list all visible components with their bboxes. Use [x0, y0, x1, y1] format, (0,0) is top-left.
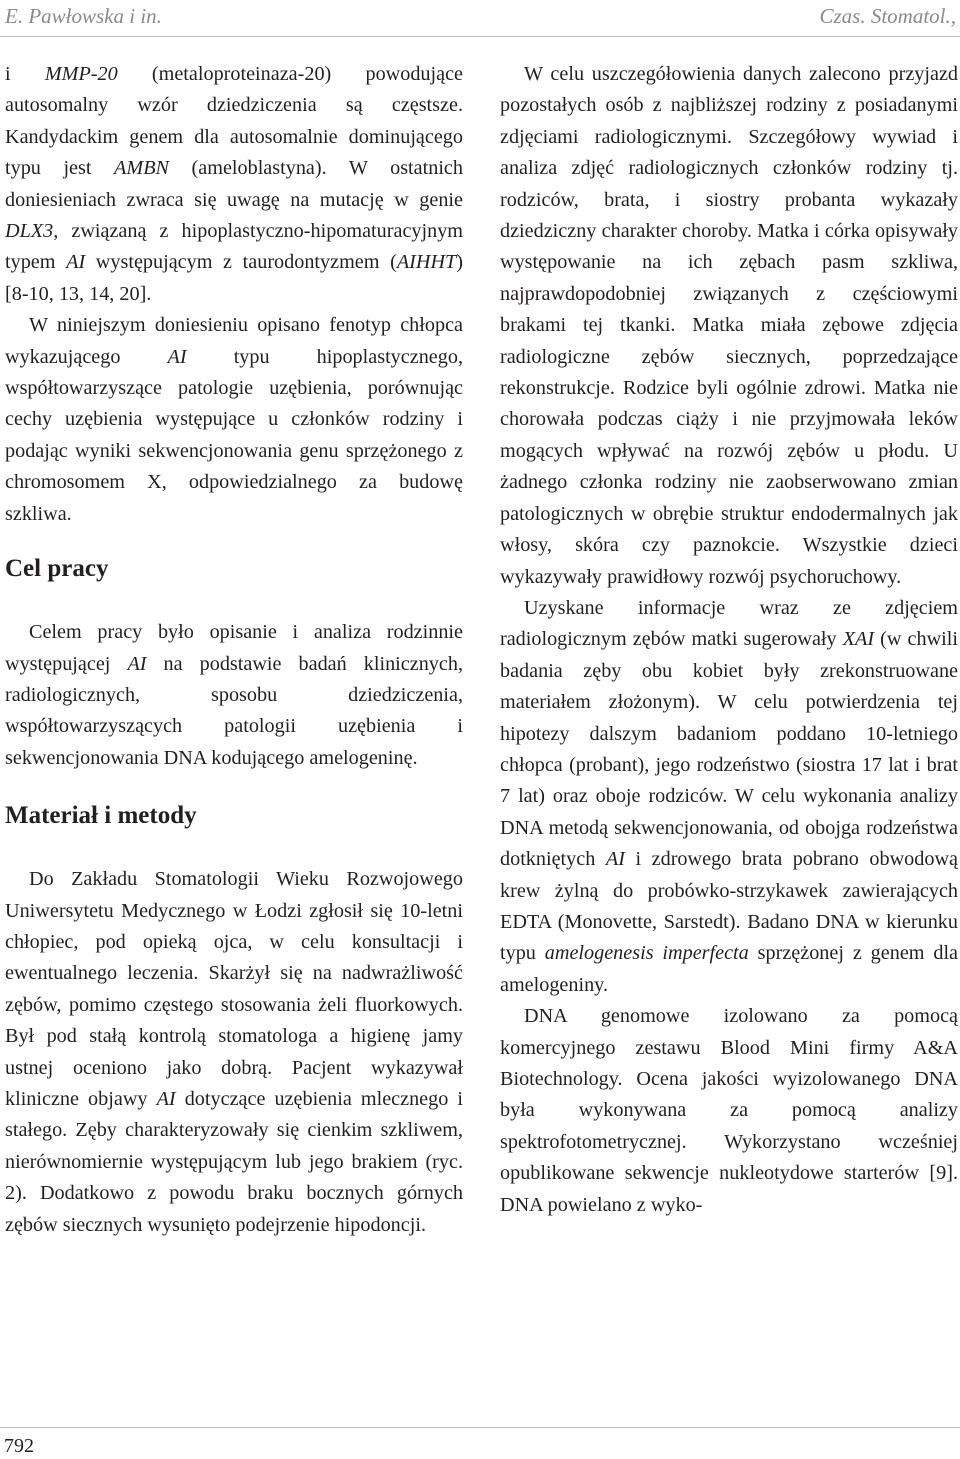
italic-term: AI — [66, 251, 86, 274]
paragraph-case-summary: W niniejszym doniesieniu opisano fenotyp chłopca wykazującego AI typu hipoplastycznego, współtowarzyszące patologie uzębienia, porównując cechy uzębienia występujące u członków rodziny i podając wyniki sekwencjonowania genu sprzężonego z chromosomem X, odpowiedzialnego za budowę szkliwa. — [5, 314, 463, 525]
footer-rule — [0, 1427, 960, 1428]
paragraph-genetics-intro: i MMP-20 (metaloproteinaza-20) powodujące autosomalny wzór dziedziczenia są częstsze. Kandydackim genem dla autosomalnie dominującego typu jest AMBN (ameloblastyna). W ostatnich doniesieniach zwraca się uwagę na mutację w genie DLX3, związaną z hipoplastyczno-hipomaturacyjnym typem AI występującym z taurodontyzmem (AIHHT) [8-10, 13, 14, 20]. — [5, 63, 464, 305]
italic-term: AMBN — [114, 157, 169, 180]
paragraph-family-history: W celu uszczegółowienia danych zalecono przyjazd pozostałych osób z najbliższej rodziny z posiadanymi zdjęciami radiologicznymi. Szczegółowy wywiad i analiza zdjęć radiologicznych członków rodziny tj. rodziców, brata, i siostry probanta wykazały dziedziczny charakter choroby. Matka i córka opisywały występowanie na ich zębach pasm szkliwa, najprawdopodobniej związanych z częściowymi brakami tej tkanki. Matka miała zębowe zdjęcia radiologiczne zębów siecznych, poprzedzające rekonstrukcje. Rodzice byli ogólnie zdrowi. Matka nie chorowała podczas ciąży i nie przyjmowała leków mogących wpływać na rozwój zębów u płodu. U żadnego członka rodziny nie zaobserwowano zmian patologicznych w obrębie struktur endodermalnych jak włosy, skóra czy paznokcie. Wszystkie dzieci wykazywały prawidłowy rozwój psychoruchowy. — [500, 63, 958, 588]
italic-term: AI — [167, 345, 187, 368]
italic-term: MMP-20 — [44, 63, 118, 85]
paragraph-aim: Celem pracy było opisanie i analiza rodzinnie występującej AI na podstawie badań klinicznych, radiologicznych, sposobu dziedziczenia, współtowarzyszących patologii uzębienia i sekwencjonowania DNA kodującego amelogeninę. — [5, 621, 463, 769]
italic-term: AI — [156, 1087, 176, 1110]
page-footer — [0, 1410, 960, 1459]
paragraph-hypothesis: Uzyskane informacje wraz ze zdjęciem radiologicznym zębów matki sugerowały XAI (w chwili badania zęby obu kobiet były zrekonstruowane materiałem złożonym). W celu potwierdzenia tej hipotezy dalszym badaniom poddano 10-letniego chłopca (probant), jego rodzeństwo (siostra 17 lat i brat 7 lat) oraz oboje rodziców. W celu wykonania analizy DNA metodą sekwencjonowania, od obojga rodzeństwa dotkniętych AI i zdrowego brata pobrano obwodową krew żylną do probówko-strzykawek zawierających EDTA (Monovette, Sarstedt). Badano DNA w kierunku typu amelogenesis imperfecta sprzężonej z genem dla amelogeniny. — [500, 596, 959, 996]
italic-term: amelogenesis imperfecta — [544, 942, 749, 965]
italic-term: AI — [605, 848, 625, 871]
section-heading-aim: Cel pracy — [5, 555, 109, 583]
italic-term: AI — [127, 652, 147, 675]
paragraph-dna-isolation: DNA genomowe izolowano za pomocą komercyjnego zestawu Blood Mini firmy A&A Biotechnology. Ocena jakości wyizolowanego DNA była wykonywana za pomocą analizy spektrofotometrycznej. Wykorzystano wcześniej opublikowane sekwencje nukleotydowe starterów [9]. DNA powielano z wyko- — [500, 1005, 958, 1216]
left-column — [5, 59, 463, 1241]
italic-term: DLX3 — [5, 220, 54, 243]
header-authors: E. Pawłowska i in. — [5, 4, 162, 28]
running-header — [0, 0, 960, 40]
right-column — [500, 59, 958, 1221]
paragraph-patient: Do Zakładu Stomatologii Wieku Rozwojowego Uniwersytetu Medycznego w Łodzi zgłosił się 10-letni chłopiec, pod opieką ojca, w celu konsultacji i ewentualnego leczenia. Skarżył się na nadwrażliwość zębów, pomimo częstego stosowania żeli fluorkowych. Był pod stałą kontrolą stomatologa a higienę jamy ustnej oceniono jako dobrą. Pacjent wykazywał kliniczne objawy AI dotyczące uzębienia mlecznego i stałego. Zęby charakteryzowały się cienkim szkliwem, nierównomiernie występującym lub jego brakiem (ryc. 2). Dodatkowo z powodu braku bocznych górnych zębów siecznych wysunięto podejrzenie hipodoncji. — [5, 868, 464, 1236]
italic-term: AIHHT — [396, 251, 457, 274]
page-number: 792 — [4, 1435, 34, 1457]
header-rule — [0, 36, 960, 37]
section-heading-methods: Materiał i metody — [5, 802, 197, 830]
header-journal: Czas. Stomatol., — [819, 4, 956, 28]
italic-term: XAI — [842, 628, 875, 651]
